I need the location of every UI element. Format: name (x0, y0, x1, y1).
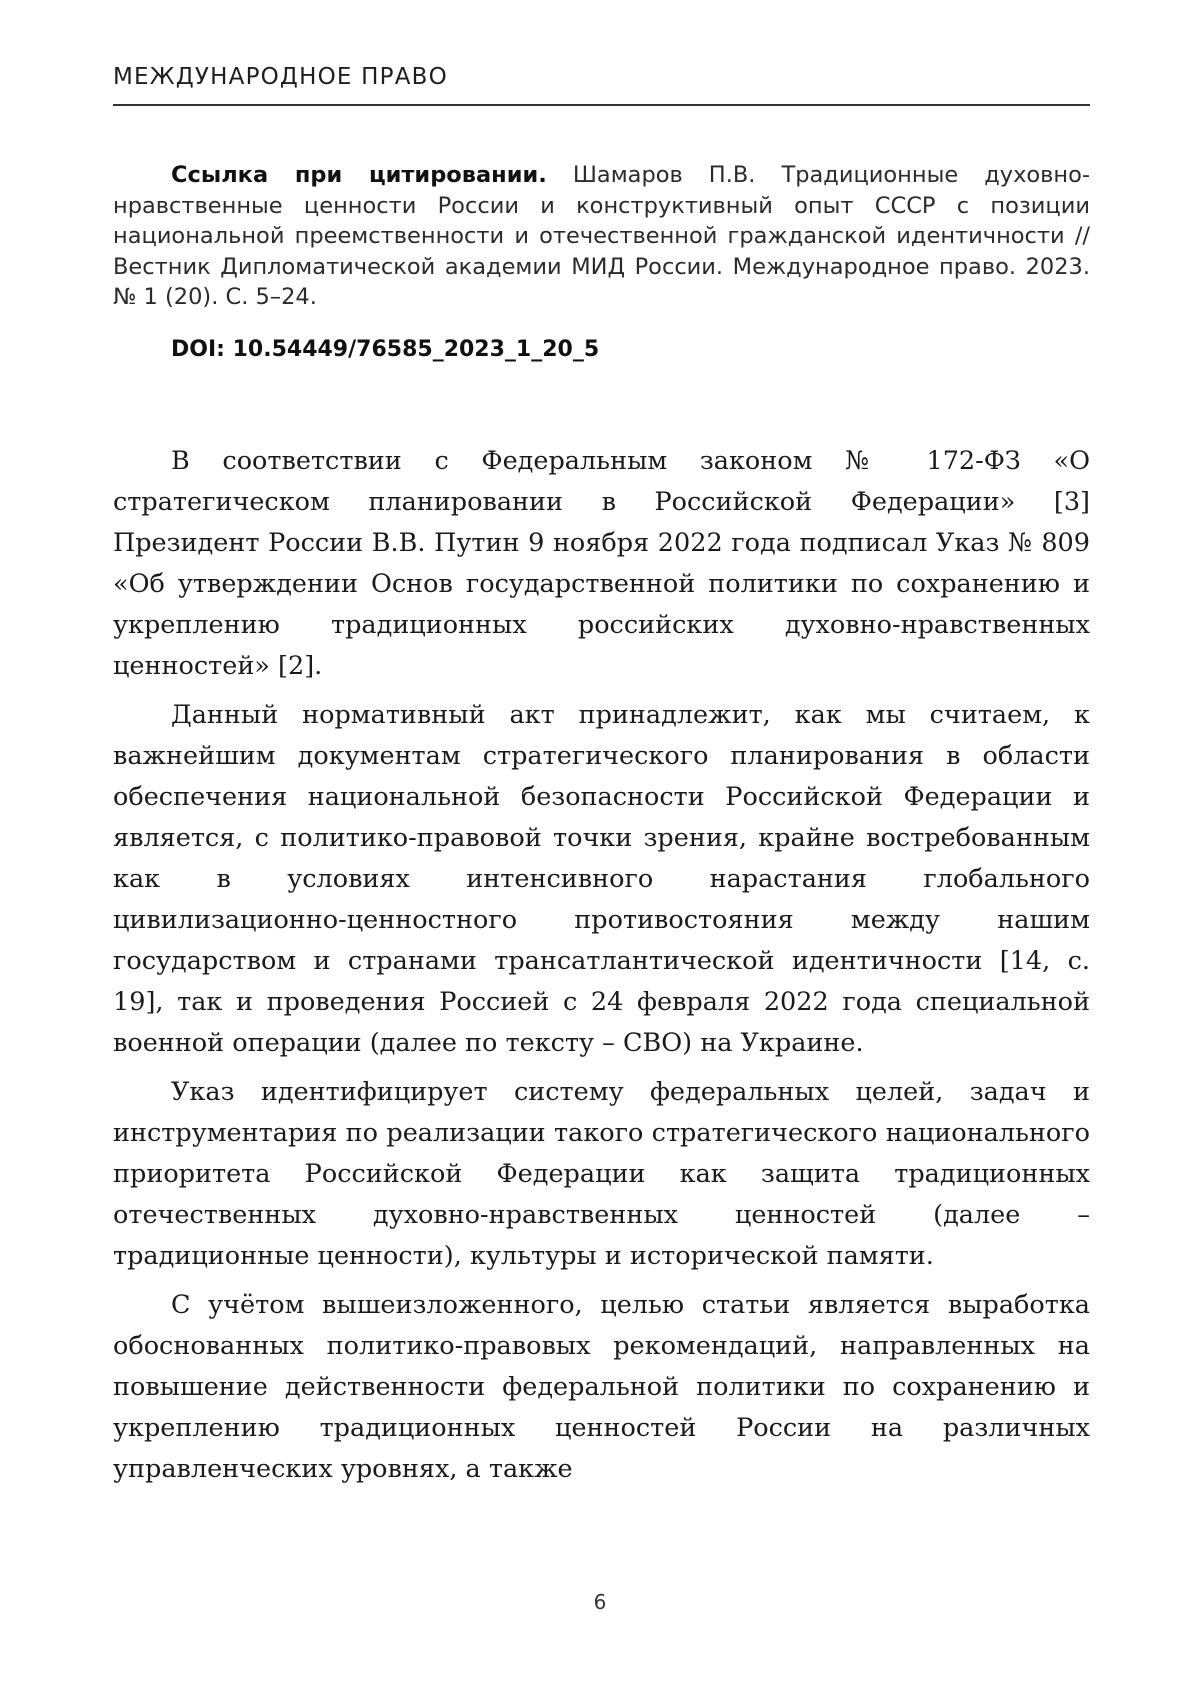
running-title: МЕЖДУНАРОДНОЕ ПРАВО (113, 64, 448, 90)
paragraph: Данный нормативный акт принадлежит, как мы считаем, к важнейшим документам стратегического планирования в области обеспечения национальной безопасности Российской Федерации и является, с политико-правовой точки зрения, крайне востребованным как в условиях интенсивного нарастания глобального цивилизационно-ценностного противостояния между нашим государством и странами трансатлантической идентичности [14, с. 19], так и проведения Россией с 24 февраля 2022 года специальной военной операции (далее по тексту – СВО) на Украине. (113, 700, 1090, 1058)
citation-text: Шамаров П.В. Традиционные духовно-нравственные ценности России и конструктивный опыт СССР с позиции национальной преемственности и отечественной гражданской идентичности // Вестник Дипломатической академии МИД России. Международное право. 2023. № 1 (20). С. 5–24. (113, 162, 1091, 310)
doi-line: DOI: 10.54449/76585_2023_1_20_5 (171, 337, 600, 362)
paragraph: Указ идентифицирует систему федеральных целей, задач и инструментария по реализации такого стратегического национального приоритета Российской Федерации как защита традиционных отечественных духовно-нравственных ценностей (далее – традиционные ценности), культуры и исторической памяти. (113, 1077, 1090, 1271)
paragraph: В соответствии с Федеральным законом № 172-ФЗ «О стратегическом планировании в Российской Федерации» [3] Президент России В.В. Путин 9 ноября 2022 года подписал Указ № 809 «Об утверждении Основ государственной политики по сохранению и укреплению традиционных российских духовно-нравственных ценностей» [2]. (113, 446, 1090, 681)
page-number: 6 (593, 1590, 607, 1614)
article-body (113, 441, 1090, 1498)
paragraph: С учётом вышеизложенного, целью статьи является выработка обоснованных политико-правовых рекомендаций, направленных на повышение действенности федеральной политики по сохранению и укреплению традиционных ценностей России на различных управленческих уровнях, а также (113, 1290, 1090, 1484)
header-divider (113, 104, 1090, 106)
citation-block (113, 160, 1090, 313)
citation-label: Ссылка при цитировании. (171, 162, 547, 188)
